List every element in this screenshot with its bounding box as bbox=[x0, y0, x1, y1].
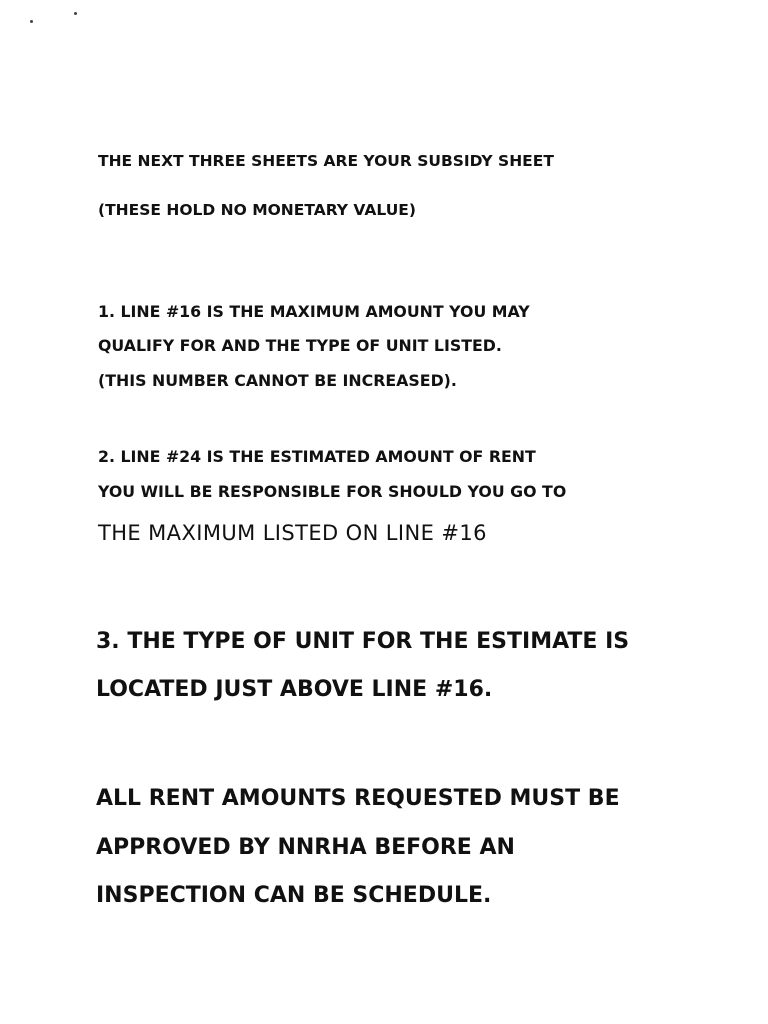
item1-line-1: 1. LINE #16 IS THE MAXIMUM AMOUNT YOU MAY bbox=[98, 302, 530, 321]
item1-line-2: QUALIFY FOR AND THE TYPE OF UNIT LISTED. bbox=[98, 336, 502, 355]
item3-line-1: 3. THE TYPE OF UNIT FOR THE ESTIMATE IS bbox=[96, 629, 630, 654]
item1-line-3: (THIS NUMBER CANNOT BE INCREASED). bbox=[98, 371, 457, 390]
notice-line-1: ALL RENT AMOUNTS REQUESTED MUST BE bbox=[96, 786, 620, 811]
notice-line-3: INSPECTION CAN BE SCHEDULE. bbox=[96, 883, 492, 908]
item2-line-2: YOU WILL BE RESPONSIBLE FOR SHOULD YOU GO TO bbox=[98, 482, 567, 501]
intro-line-1: THE NEXT THREE SHEETS ARE YOUR SUBSIDY SHEET bbox=[98, 152, 554, 170]
item2-line-1: 2. LINE #24 IS THE ESTIMATED AMOUNT OF RENT bbox=[98, 447, 536, 466]
intro-line-2: (THESE HOLD NO MONETARY VALUE) bbox=[98, 201, 416, 219]
scan-speck bbox=[74, 12, 77, 15]
item3-line-2: LOCATED JUST ABOVE LINE #16. bbox=[96, 677, 493, 702]
notice-line-2: APPROVED BY NNRHA BEFORE AN bbox=[96, 835, 515, 860]
item2-line-3: THE MAXIMUM LISTED ON LINE #16 bbox=[98, 521, 487, 545]
scan-speck bbox=[30, 20, 33, 23]
